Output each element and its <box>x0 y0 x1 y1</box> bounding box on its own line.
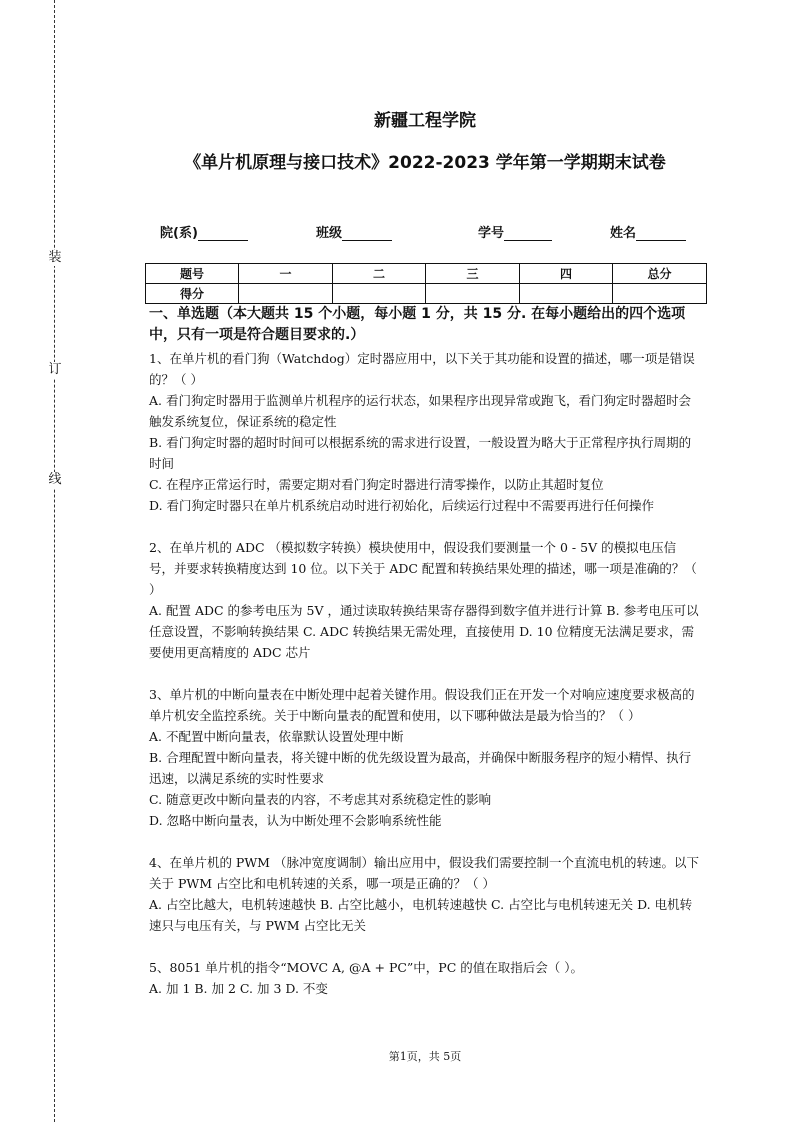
question-option: A. 占空比越大，电机转速越快 B. 占空比越小，电机转速越快 C. 占空比与电机转速无关 D. 电机转速只与电压有关，与 PWM 占空比无关 <box>149 897 693 933</box>
score-header-cell: 三 <box>426 264 520 284</box>
question-2 <box>149 537 700 663</box>
score-cell <box>333 284 426 304</box>
score-header-cell: 题号 <box>146 264 239 284</box>
exam-title: 《单片机原理与接口技术》2022-2023 学年第一学期期末试卷 <box>184 153 666 173</box>
name-blank <box>636 226 686 241</box>
class-blank <box>342 226 392 241</box>
question-5 <box>149 957 700 999</box>
question-option: A. 不配置中断向量表，依靠默认设置处理中断 <box>149 729 404 744</box>
question-option: A. 看门狗定时器用于监测单片机程序的运行状态，如果程序出现异常或跑飞，看门狗定时器超时会触发系统复位，保证系统的稳定性 <box>149 393 691 429</box>
question-option: D. 看门狗定时器只在单片机系统启动时进行初始化，后续运行过程中不需要再进行任何操作 <box>149 498 655 513</box>
question-option: C. 随意更改中断向量表的内容，不考虑其对系统稳定性的影响 <box>149 792 492 807</box>
question-stem: 2、在单片机的 ADC （模拟数字转换）模块使用中，假设我们要测量一个 0 - 5V 的模拟电压信号，并要求转换精度达到 10 位。以下关于 ADC 配置和转换结果处理的描述，哪一项是准确的？（ ） <box>149 540 697 597</box>
student-info-row <box>160 222 700 242</box>
department-label: 院(系) <box>160 226 198 241</box>
binding-char-zhuang: 装 <box>48 250 62 265</box>
question-option: B. 合理配置中断向量表，将关键中断的优先级设置为最高，并确保中断服务程序的短小精悍、执行迅速，以满足系统的实时性要求 <box>149 750 692 786</box>
name-label: 姓名 <box>610 226 637 241</box>
student-id-field <box>478 222 552 241</box>
score-cell <box>520 284 613 304</box>
score-header-cell: 一 <box>239 264 333 284</box>
name-field <box>610 222 686 241</box>
score-cell <box>239 284 333 304</box>
question-stem: 5、8051 单片机的指令“MOVC A, @A + PC”中，PC 的值在取指后会（ ）。 <box>149 960 583 975</box>
student-id-blank <box>504 226 552 241</box>
question-option: B. 看门狗定时器的超时时间可以根据系统的需求进行设置，一般设置为略大于正常程序执行周期的时间 <box>149 435 692 471</box>
score-header-cell: 总分 <box>613 264 707 284</box>
binding-char-xian: 线 <box>48 472 62 487</box>
section-heading: 一、单选题（本大题共 15 个小题，每小题 1 分，共 15 分. 在每小题给出的四个选项中，只有一项是符合题目要求的.） <box>149 306 686 343</box>
score-table-header-row <box>146 264 707 284</box>
class-field <box>316 222 392 241</box>
score-header-cell: 二 <box>333 264 426 284</box>
score-cell <box>613 284 707 304</box>
section1-content <box>149 304 700 1020</box>
question-3 <box>149 684 700 831</box>
question-1 <box>149 348 700 516</box>
school-name: 新疆工程学院 <box>374 111 476 131</box>
score-row-label: 得分 <box>146 284 239 304</box>
question-option: D. 忽略中断向量表，认为中断处理不会影响系统性能 <box>149 813 442 828</box>
score-header-cell: 四 <box>520 264 613 284</box>
score-table <box>145 263 707 304</box>
question-stem: 3、单片机的中断向量表在中断处理中起着关键作用。假设我们正在开发一个对响应速度要求极高的单片机安全监控系统。关于中断向量表的配置和使用，以下哪种做法是最为恰当的？（ ） <box>149 687 695 723</box>
page-number-footer: 第1页，共 5页 <box>388 1050 462 1063</box>
score-cell <box>426 284 520 304</box>
question-option: A. 加 1 B. 加 2 C. 加 3 D. 不变 <box>149 981 328 996</box>
department-blank <box>198 226 248 241</box>
question-option: A. 配置 ADC 的参考电压为 5V ，通过读取转换结果寄存器得到数字值并进行计算 B. 参考电压可以任意设置，不影响转换结果 C. ADC 转换结果无需处理，直接使用 D. 10 位精度无法满足要求，需要使用更高精度的 ADC 芯片 <box>149 603 699 660</box>
question-stem: 4、在单片机的 PWM （脉冲宽度调制）输出应用中，假设我们需要控制一个直流电机的转速。以下关于 PWM 占空比和电机转速的关系，哪一项是正确的？（ ） <box>149 855 699 891</box>
score-table-score-row <box>146 284 707 304</box>
student-id-label: 学号 <box>478 226 505 241</box>
question-option: C. 在程序正常运行时，需要定期对看门狗定时器进行清零操作，以防止其超时复位 <box>149 477 604 492</box>
department-field <box>160 222 248 241</box>
class-label: 班级 <box>316 226 343 241</box>
question-4 <box>149 852 700 936</box>
binding-char-ding: 订 <box>48 362 62 377</box>
question-stem: 1、在单片机的看门狗（Watchdog）定时器应用中，以下关于其功能和设置的描述，哪一项是错误的？（ ） <box>149 351 695 387</box>
